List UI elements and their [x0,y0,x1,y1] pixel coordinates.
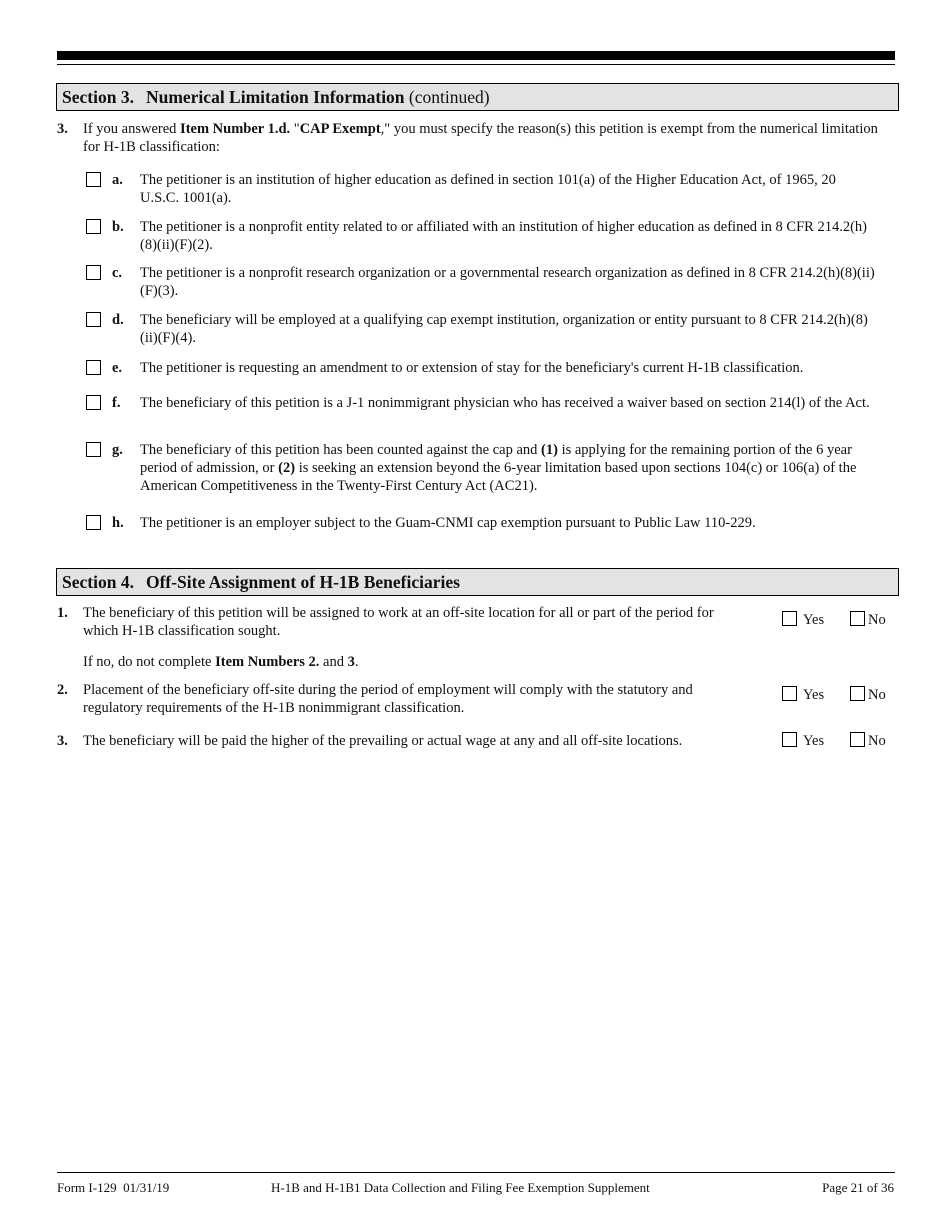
cap-exempt-g-checkbox[interactable] [86,442,101,457]
footer-rule [57,1172,895,1173]
q3-no-checkbox[interactable] [850,732,865,747]
q1-no-checkbox[interactable] [850,611,865,626]
option-text: The beneficiary will be employed at a qualifying cap exempt institution, organization or entity pursuant to 8 CFR 214.2(h)(8)(ii)(F)(4). [140,312,868,346]
option-letter: b. [112,219,124,235]
option-letter: c. [112,265,123,281]
section-4-note: If no, do not complete Item Numbers 2. and 3. [83,654,359,670]
footer-title: H-1B and H-1B1 Data Collection and Filing Fee Exemption Supplement [271,1180,650,1195]
cap-exempt-a-checkbox[interactable] [86,172,101,187]
q2-yes-checkbox[interactable] [782,686,797,701]
option-text: The petitioner is a nonprofit research organization or a governmental research organization as defined in 8 CFR 214.2(h)(8)(ii)(F)(3). [140,265,875,299]
cap-exempt-c-checkbox[interactable] [86,265,101,280]
q2-no-option[interactable] [850,686,886,704]
yes-label: Yes [803,733,825,749]
top-rule-thick [57,51,895,60]
q1-yes-checkbox[interactable] [782,611,797,626]
section-3-q3-text: If you answered Item Number 1.d. "CAP Exempt," you must specify the reason(s) this petition is exempt from the numerical limitation for H-1B classification: [83,121,878,155]
cap-exempt-b-checkbox[interactable] [86,219,101,234]
section-4-q1-text: The beneficiary of this petition will be assigned to work at an off-site location for all or part of the period for which H-1B classification sought. [83,605,714,639]
section-3-title: Numerical Limitation Information [145,87,405,107]
section-4-q3-number: 3. [57,733,68,749]
q2-yes-option[interactable] [782,686,824,704]
top-rule-thin [57,64,895,65]
section-4-number: Section 4. [62,572,134,592]
section-4-q2-text: Placement of the beneficiary off-site during the period of employment will comply with the statutory and regulatory requirements of the H-1B nonimmigrant classification. [83,682,693,716]
yes-label: Yes [803,687,825,703]
option-letter: a. [112,172,123,188]
cap-exempt-e-checkbox[interactable] [86,360,101,375]
section-4-q2-number: 2. [57,682,68,698]
option-text: The petitioner is an employer subject to the Guam-CNMI cap exemption pursuant to Public Law 110-229. [140,515,756,531]
footer-form-id: Form I-129 01/31/19 [57,1180,170,1195]
no-label: No [868,612,886,628]
no-label: No [868,687,886,703]
section-3-header [56,83,899,111]
option-letter: e. [112,360,123,376]
section-3-suffix: (continued) [408,87,490,107]
q1-yes-option[interactable] [782,611,824,629]
cap-exempt-h-checkbox[interactable] [86,515,101,530]
option-text: The beneficiary of this petition is a J-1 nonimmigrant physician who has received a waiver based on section 214(l) of the Act. [140,395,870,411]
option-text: The beneficiary of this petition has been counted against the cap and (1) is applying for the remaining portion of the 6 year period of admission, or (2) is seeking an extension beyond the 6-year limitation based upon sections 104(c) or 106(a) of the American Competitiveness in the Twenty-First Century Act (AC21). [140,442,857,494]
option-text: The petitioner is a nonprofit entity related to or affiliated with an institution of higher education as defined in 8 CFR 214.2(h)(8)(ii)(F)(2). [140,219,867,253]
q2-no-checkbox[interactable] [850,686,865,701]
option-text: The petitioner is requesting an amendment to or extension of stay for the beneficiary's current H-1B classification. [140,360,804,376]
section-4-header [56,568,899,596]
q3-yes-option[interactable] [782,732,824,750]
section-3-q3-number: 3. [57,121,68,137]
footer-page-number: Page 21 of 36 [822,1180,894,1195]
q1-no-option[interactable] [850,611,886,629]
q3-no-option[interactable] [850,732,886,750]
section-3-number: Section 3. [62,87,134,107]
yes-label: Yes [803,612,825,628]
option-letter: h. [112,515,124,531]
cap-exempt-f-checkbox[interactable] [86,395,101,410]
option-text: The petitioner is an institution of higher education as defined in section 101(a) of the Higher Education Act, of 1965, 20 U.S.C. 1001(a). [140,172,836,206]
section-4-q3-text: The beneficiary will be paid the higher of the prevailing or actual wage at any and all off-site locations. [83,733,683,749]
option-letter: d. [112,312,124,328]
section-4-q1-number: 1. [57,605,68,621]
no-label: No [868,733,886,749]
option-letter: g. [112,442,123,458]
option-letter: f. [112,395,121,411]
q3-yes-checkbox[interactable] [782,732,797,747]
section-4-title: Off-Site Assignment of H-1B Beneficiaries [145,572,460,592]
cap-exempt-d-checkbox[interactable] [86,312,101,327]
